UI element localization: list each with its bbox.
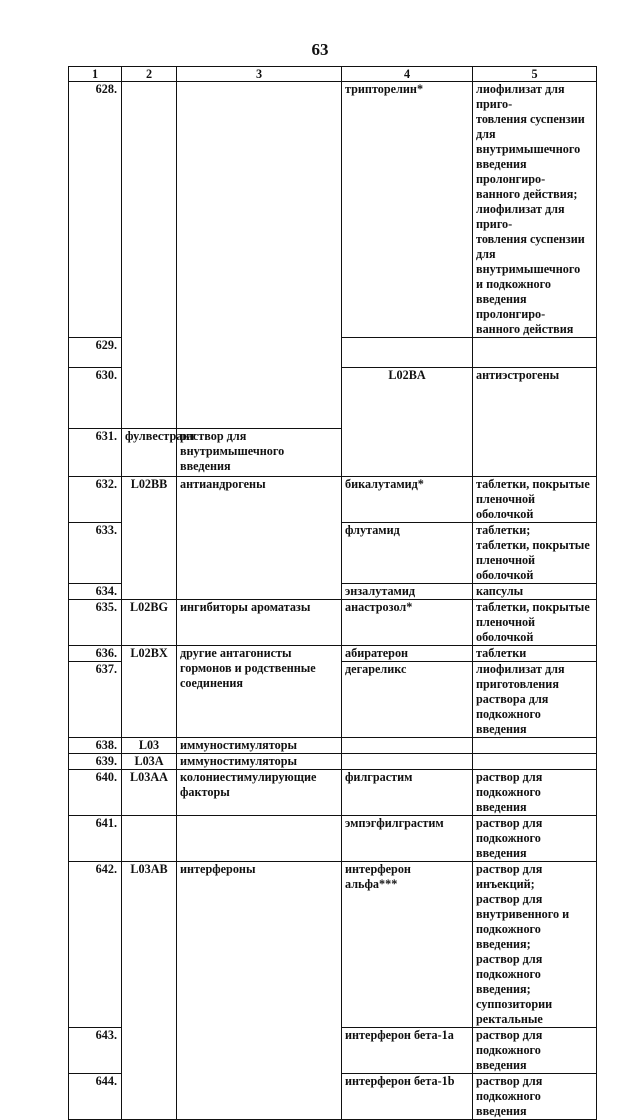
atc-code — [122, 82, 177, 429]
row-number: 643. — [69, 1028, 122, 1074]
dosage-form: таблетки; таблетки, покрытые пленочной оболочкой — [473, 523, 597, 584]
atc-code: L02BX — [122, 646, 177, 738]
atc-code: L03AB — [122, 862, 177, 1120]
dosage-form: таблетки, покрытые пленочной оболочкой — [473, 477, 597, 523]
row-number: 634. — [69, 584, 122, 600]
row-number: 637. — [69, 662, 122, 738]
drug-name: интерферон альфа*** — [342, 862, 473, 1028]
atc-code: L02BA — [342, 368, 473, 477]
row-number: 635. — [69, 600, 122, 646]
dosage-form: раствор для подкожного введения — [473, 1028, 597, 1074]
drug-name: фулвестрант — [122, 429, 177, 477]
group-name: иммуностимуляторы — [177, 738, 342, 754]
group-name: антиандрогены — [177, 477, 342, 600]
drug-name: абиратерон — [342, 646, 473, 662]
row-number: 641. — [69, 816, 122, 862]
column-header-4: 4 — [342, 67, 473, 82]
table-row — [69, 646, 597, 662]
atc-code: L02BG — [122, 600, 177, 646]
row-number: 640. — [69, 770, 122, 816]
drug-name — [342, 754, 473, 770]
column-header-1: 1 — [69, 67, 122, 82]
drug-name: анастрозол* — [342, 600, 473, 646]
drug-name: флутамид — [342, 523, 473, 584]
group-name: антиэстрогены — [473, 368, 597, 477]
table-row — [69, 600, 597, 646]
table-row — [69, 862, 597, 1028]
row-number: 632. — [69, 477, 122, 523]
drug-name: эмпэгфилграстим — [342, 816, 473, 862]
group-name: интерфероны — [177, 862, 342, 1120]
atc-code: L03AA — [122, 770, 177, 816]
table-row — [69, 754, 597, 770]
group-name: иммуностимуляторы — [177, 754, 342, 770]
atc-code: L03 — [122, 738, 177, 754]
drug-name: трипторелин* — [342, 82, 473, 338]
table-row — [69, 82, 597, 338]
row-number: 629. — [69, 338, 122, 368]
table-row — [69, 770, 597, 816]
dosage-form — [473, 738, 597, 754]
drug-list-table — [68, 66, 597, 1120]
drug-name: бикалутамид* — [342, 477, 473, 523]
row-number: 642. — [69, 862, 122, 1028]
group-name: ингибиторы ароматазы — [177, 600, 342, 646]
dosage-form: лиофилизат для приго- товления суспензии для внутримышечного введения пролонгиро- ванного действия; лиофилизат для приго- товления суспензии для внутримышечного и подкожного введения пролонгиро- ванного действия — [473, 82, 597, 338]
row-number: 636. — [69, 646, 122, 662]
drug-name: энзалутамид — [342, 584, 473, 600]
group-name: другие антагонисты гормонов и родственные соединения — [177, 646, 342, 738]
dosage-form: лиофилизат для приготовления раствора для подкожного введения — [473, 662, 597, 738]
dosage-form: таблетки, покрытые пленочной оболочкой — [473, 600, 597, 646]
dosage-form — [473, 338, 597, 368]
column-header-2: 2 — [122, 67, 177, 82]
dosage-form: таблетки — [473, 646, 597, 662]
atc-code: L02BB — [122, 477, 177, 600]
row-number: 630. — [69, 368, 122, 429]
drug-name: дегареликс — [342, 662, 473, 738]
dosage-form: раствор для подкожного введения — [473, 816, 597, 862]
table-row — [69, 738, 597, 754]
dosage-form: раствор для подкожного введения — [473, 770, 597, 816]
drug-name: интерферон бета-1b — [342, 1074, 473, 1120]
table-row — [69, 477, 597, 523]
row-number: 638. — [69, 738, 122, 754]
column-header-5: 5 — [473, 67, 597, 82]
group-name — [177, 82, 342, 429]
atc-code — [122, 816, 177, 862]
row-number: 628. — [69, 82, 122, 338]
dosage-form: раствор для подкожного введения — [473, 1074, 597, 1120]
drug-name — [342, 338, 473, 368]
table-header-row — [69, 67, 597, 82]
drug-name: филграстим — [342, 770, 473, 816]
row-number: 644. — [69, 1074, 122, 1120]
group-name — [177, 816, 342, 862]
row-number: 631. — [69, 429, 122, 477]
atc-code: L03A — [122, 754, 177, 770]
dosage-form: капсулы — [473, 584, 597, 600]
row-number: 633. — [69, 523, 122, 584]
row-number: 639. — [69, 754, 122, 770]
drug-name: интерферон бета-1а — [342, 1028, 473, 1074]
dosage-form: раствор для инъекций; раствор для внутривенного и подкожного введения; раствор для подкожного введения; суппозитории ректальные — [473, 862, 597, 1028]
page-number: 63 — [311, 40, 329, 59]
table-body — [69, 82, 597, 1120]
drug-name — [342, 738, 473, 754]
dosage-form: раствор для внутримышечного введения — [177, 429, 342, 477]
group-name: колониестимулирующие факторы — [177, 770, 342, 816]
table-row — [69, 816, 597, 862]
dosage-form — [473, 754, 597, 770]
column-header-3: 3 — [177, 67, 342, 82]
